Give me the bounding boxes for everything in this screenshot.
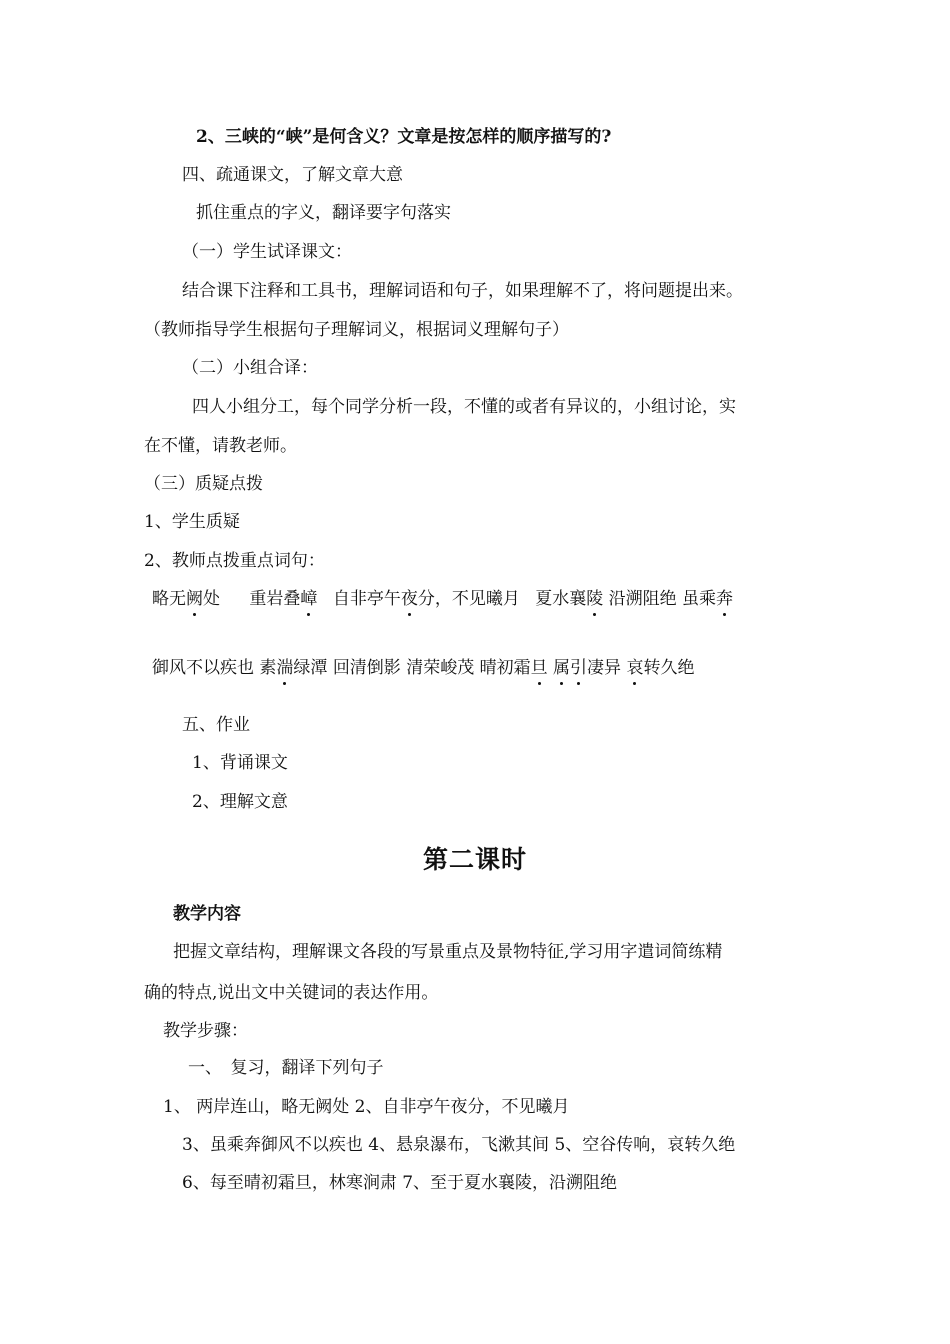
keyword-12: 属引凄异 <box>553 658 622 678</box>
keyword-1: 略无阙处 <box>152 589 220 609</box>
step5-title: 五、作业 <box>182 715 250 735</box>
keyword-10: 清荣峻茂 <box>406 658 475 678</box>
keywords-row-1 <box>152 587 812 611</box>
question-2: 2、三峡的“峡”是何含义？文章是按怎样的顺序描写的? <box>196 127 612 147</box>
keyword-7: 御风不以疾也 <box>152 658 254 678</box>
step4-title: 四、疏通课文，了解文章大意 <box>182 165 403 185</box>
sub2-text-line2: 在不懂，请教老师。 <box>144 436 297 456</box>
sub3-item-2: 2、教师点拨重点词句： <box>144 551 325 571</box>
keyword-13: 哀转久绝 <box>626 658 695 678</box>
keyword-6: 虽乘奔 <box>682 589 734 609</box>
content-title: 教学内容 <box>173 904 241 924</box>
step1-title: 一、 复习，翻译下列句子 <box>188 1058 384 1078</box>
sub1-title: （一）学生试译课文： <box>182 242 352 262</box>
homework-2: 2、理解文意 <box>192 792 288 812</box>
sub3-item-1: 1、学生质疑 <box>144 512 240 532</box>
sub2-text-line1: 四人小组分工，每个同学分析一段，不懂的或者有异议的，小组讨论，实 <box>192 397 736 417</box>
homework-1: 1、背诵课文 <box>192 753 288 773</box>
sub3-title: （三）质疑点拨 <box>144 474 263 494</box>
sub2-title: （二）小组合译： <box>182 358 318 378</box>
steps-title: 教学步骤： <box>163 1021 248 1041</box>
sentences-line-3: 6、每至晴初霜旦，林寒涧肃 7、至于夏水襄陵，沿溯阻绝 <box>182 1173 618 1193</box>
sub1-note: （教师指导学生根据句子理解词义，根据词义理解句子） <box>144 320 569 340</box>
keyword-5: 沿溯阻绝 <box>608 589 677 609</box>
keyword-8: 素湍绿潭 <box>259 658 328 678</box>
keyword-2: 重岩叠嶂 <box>249 589 318 609</box>
keyword-9: 回清倒影 <box>332 658 401 678</box>
sub1-text: 结合课下注释和工具书，理解词语和句子，如果理解不了，将问题提出来。 <box>182 281 743 301</box>
sentences-line-1: 1、 两岸连山，略无阙处 2、自非亭午夜分，不见曦月 <box>163 1097 570 1117</box>
keyword-4: 夏水襄陵 <box>535 589 604 609</box>
keyword-11: 晴初霜旦 <box>479 658 548 678</box>
lesson-heading: 第二课时 <box>422 845 527 874</box>
keywords-row-2 <box>152 656 812 680</box>
content-line-2: 确的特点,说出文中关键词的表达作用。 <box>144 983 439 1003</box>
keyword-3: 自非亭午夜分，不见曦月 <box>332 589 520 609</box>
sentences-line-2: 3、虽乘奔御风不以疾也 4、悬泉瀑布，飞漱其间 5、空谷传响，哀转久绝 <box>182 1135 736 1155</box>
step4-note: 抓住重点的字义，翻译要字句落实 <box>196 203 451 223</box>
content-line-1: 把握文章结构，理解课文各段的写景重点及景物特征,学习用字遣词简练精 <box>173 942 723 962</box>
